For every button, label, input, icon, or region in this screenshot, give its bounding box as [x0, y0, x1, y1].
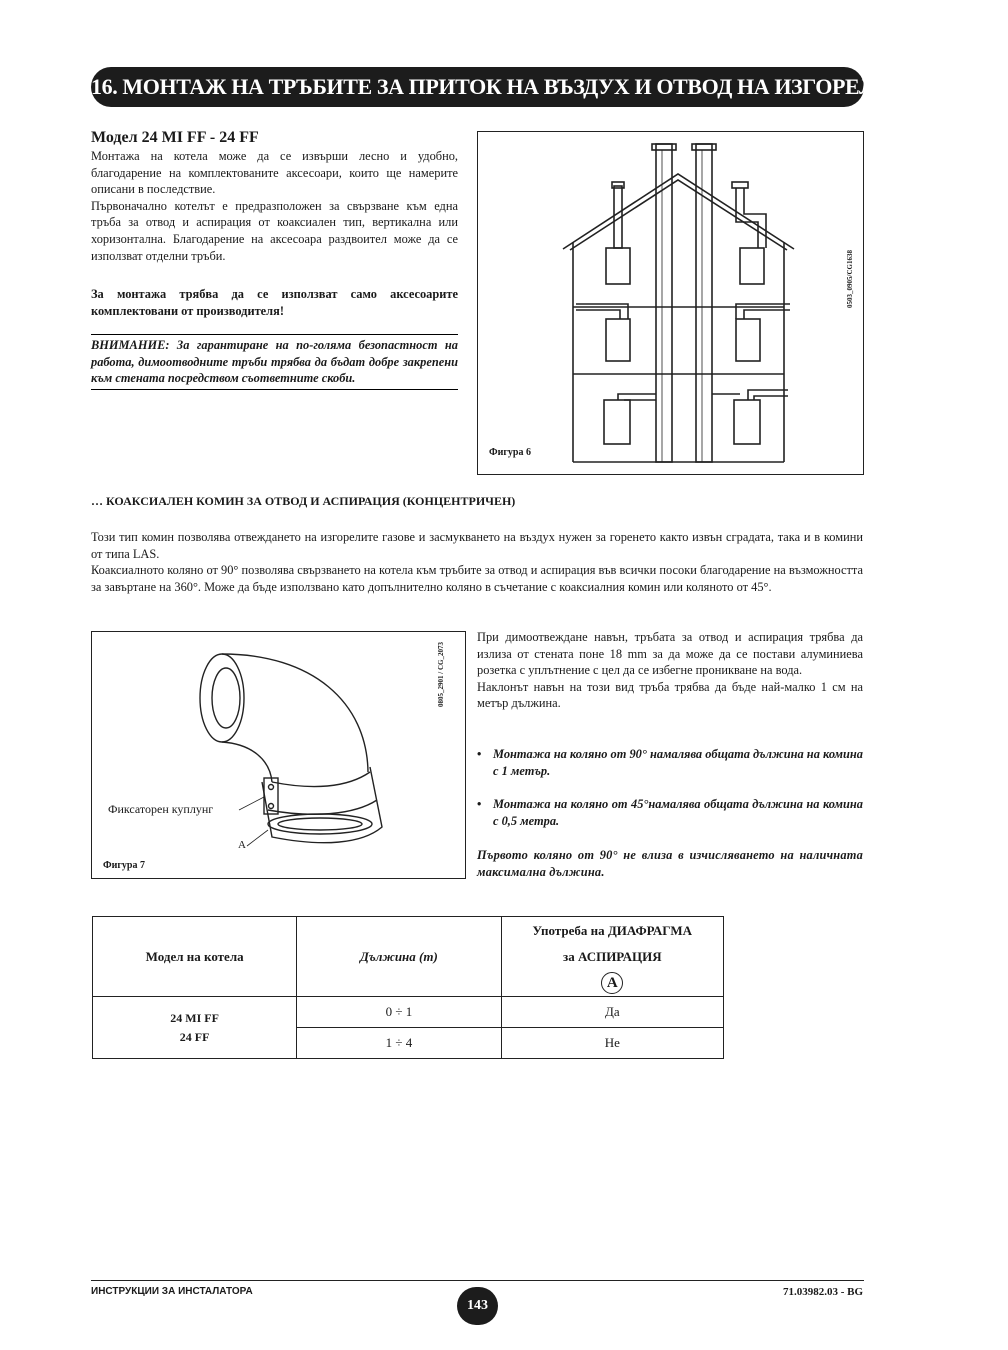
- figure-6-code: 0503_0905/CG1638: [846, 250, 854, 308]
- coupling-label: Фиксаторен куплунг: [108, 802, 214, 816]
- length-cell: 1 ÷ 4: [297, 1028, 501, 1059]
- header-model: Модел на котела: [93, 917, 297, 997]
- model-line1: 24 MI FF: [170, 1010, 219, 1025]
- figure-6: [477, 131, 864, 475]
- model-heading: Модел 24 MI FF - 24 FF: [91, 129, 259, 146]
- bullet-dot: •: [477, 797, 482, 812]
- header-usage-line2: за АСПИРАЦИЯ: [562, 948, 662, 964]
- bullet-text: Монтажа на коляно от 90° намалява общата дължина на комина с 1 метър.: [493, 747, 863, 778]
- section2-para2: Коаксиалното коляно от 90° позволява свързването на котела към тръбите за отвод и аспирация във всички посоки благодарение на възможността за завъртане на 360°. Може да бъде използвано като допълнително коляно в съчетание с коаксиалния комин или коляното от 45°.: [91, 563, 863, 594]
- page-number: 143: [457, 1287, 498, 1325]
- usage-cell: Не: [501, 1028, 723, 1059]
- model-cell: [93, 997, 297, 1059]
- diaphragm-table: [92, 916, 724, 1059]
- figure-7-caption: Фигура 7: [103, 860, 145, 871]
- first-elbow-note: Първото коляно от 90° не влиза в изчисляването на наличната максимална дължина.: [477, 848, 863, 879]
- list-item: [477, 746, 863, 779]
- building-flue-diagram: [478, 132, 863, 474]
- header-usage-line1: Употреба на ДИАФРАГМА: [532, 922, 693, 938]
- page-title: 16. МОНТАЖ НА ТРЪБИТЕ ЗА ПРИТОК НА ВЪЗДУХ И ОТВОД НА ИЗГОРЕЛИТЕ ГАЗОВЕ: [91, 67, 864, 107]
- accessories-note: За монтажа трябва да се използват само аксесоарите комплектовани от производителя!: [91, 287, 458, 318]
- gasket-label-a: A: [238, 839, 246, 851]
- table-row: [93, 997, 724, 1028]
- model-line2: 24 FF: [179, 1029, 210, 1044]
- figure-6-caption: Фигура 6: [489, 447, 531, 458]
- footer-right: 71.03982.03 - BG: [782, 1286, 863, 1298]
- bullet-text: Монтажа на коляно от 45°намалява общата дължина на комина с 0,5 метра.: [493, 797, 863, 828]
- coaxial-elbow-drawing: [92, 632, 465, 878]
- usage-cell: Да: [501, 997, 723, 1028]
- length-cell: 0 ÷ 1: [297, 997, 501, 1028]
- section3-para2: Наклонът навън на този вид тръба трябва да бъде най-малко 1 см на метър дължина.: [477, 679, 863, 711]
- footer-left: ИНСТРУКЦИИ ЗА ИНСТАЛАТОРА: [91, 1286, 253, 1297]
- section3-para1: При димоотвеждане навън, тръбата за отвод и аспирация трябва да излиза от стената поне 18 mm за да може да се постави алуминиева розетка с уплътнение с цел да се избегне проникване на вода.: [477, 630, 863, 678]
- figure-7: [91, 631, 466, 879]
- section1-text: [91, 148, 458, 264]
- section2-para1: Този тип комин позволява отвеждането на изгорелите газове и засмукването на въздух нужен за горенето както извън сградата, така и в комини от типа LAS.: [91, 530, 863, 561]
- section1-para1: Монтажа на котела може да се извърши лесно и удобно, благодарение на комплектованите аксесоари, които ще намерите описани в последствие.: [91, 149, 458, 197]
- table-header-row: [93, 917, 724, 997]
- header-usage: [501, 917, 723, 997]
- section3-text: [477, 629, 863, 712]
- section1-para2: Първоначално котелът е предразположен за свързване към една тръба за отвод и аспирация от коаксиален тип, вертикална или хоризонтална. Благодарение на аксесоара раздвоител може да се използват отделни тръби.: [91, 198, 458, 263]
- section2-text: [91, 529, 863, 595]
- list-item: [477, 796, 863, 829]
- diaphragm-symbol: A: [601, 972, 623, 994]
- coaxial-heading: … КОАКСИАЛЕН КОМИН ЗА ОТВОД И АСПИРАЦИЯ (КОНЦЕНТРИЧЕН): [91, 494, 516, 508]
- footer-rule: [91, 1280, 864, 1281]
- header-length: Дължина (m): [297, 917, 501, 997]
- warning-note: ВНИМАНИЕ: За гарантиране на по-голяма безопастност на работа, димоотводните тръби трябва да бъдат добре закрепени към стената посредством съответните скоби.: [91, 334, 458, 390]
- bullet-dot: •: [477, 747, 482, 761]
- figure-7-code: 0805_2901 / CG_2073: [437, 642, 445, 707]
- bullet-list: [477, 746, 863, 829]
